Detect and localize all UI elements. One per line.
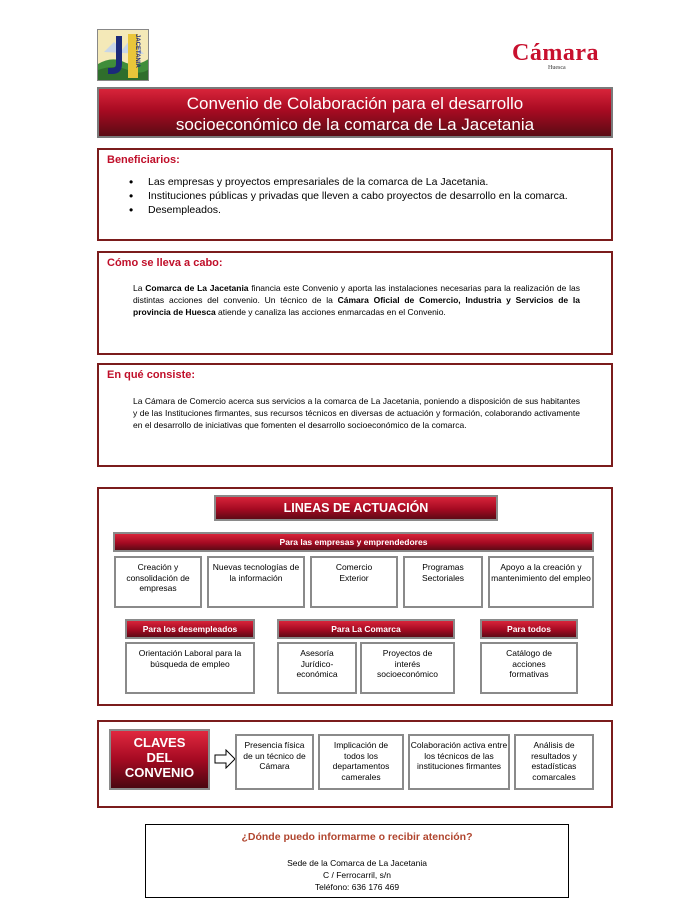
como-paragraph xyxy=(133,282,580,318)
claves-item: Implicación de todos los departamentos camerales xyxy=(318,734,404,790)
como-bold-2: Cámara Oficial de Comercio, Industria y Servicios de la provincia de Huesca xyxy=(133,295,580,317)
como-text-3: atiende y canaliza las acciones enmarcadas en el Convenio. xyxy=(215,307,446,317)
empresas-item: Apoyo a la creación y mantenimiento del empleo xyxy=(488,556,594,608)
claves-heading xyxy=(109,729,210,790)
todos-header: Para todos xyxy=(480,619,578,639)
empresas-item: Programas Sectoriales xyxy=(403,556,483,608)
comarca-item: Asesoría Jurídico-económica xyxy=(277,642,357,694)
jacetania-logo-text: JACETANIA xyxy=(134,34,140,68)
todos-item: Catálogo de acciones formativas xyxy=(480,642,578,694)
empresas-item: Nuevas tecnologías de la información xyxy=(207,556,305,608)
page-title xyxy=(97,87,613,138)
consiste-section xyxy=(97,363,613,467)
claves-heading-line: DEL xyxy=(146,750,173,765)
jacetania-logo xyxy=(97,29,149,81)
claves-heading-line: CONVENIO xyxy=(124,765,195,780)
como-section xyxy=(97,251,613,355)
consiste-heading: En qué consiste: xyxy=(107,369,196,381)
title-line-2: socioeconómico de la comarca de La Jacetania xyxy=(175,115,535,134)
comarca-item: Proyectos de interés socioeconómico xyxy=(360,642,455,694)
contact-line-2: C / Ferrocarril, s/n xyxy=(322,870,391,880)
empresas-item: Comercio Exterior xyxy=(310,556,398,608)
beneficiarios-heading: Beneficiarios: xyxy=(107,154,180,166)
camara-logo xyxy=(512,40,612,74)
list-item: • Instituciones públicas y privadas que lleven a cabo proyectos de desarrollo en la comarca. xyxy=(129,190,579,203)
lineas-heading: LINEAS DE ACTUACIÓN xyxy=(214,495,498,521)
contact-line-1: Sede de la Comarca de La Jacetania xyxy=(287,858,427,868)
como-heading: Cómo se lleva a cabo: xyxy=(107,257,223,269)
arrow-right-icon xyxy=(214,749,236,769)
desempleados-header: Para los desempleados xyxy=(125,619,255,639)
empresas-header: Para las empresas y emprendedores xyxy=(113,532,594,552)
como-text-1: La xyxy=(133,283,146,293)
camara-logo-subtext: Huesca xyxy=(548,65,566,71)
beneficiarios-list xyxy=(129,176,579,218)
desempleados-item: Orientación Laboral para la búsqueda de empleo xyxy=(125,642,255,694)
title-line-1: Convenio de Colaboración para el desarrollo xyxy=(186,94,524,113)
como-bold-1: Comarca de La Jacetania xyxy=(145,283,249,293)
beneficiarios-section xyxy=(97,148,613,241)
contact-box xyxy=(145,824,569,898)
contact-question: ¿Dónde puedo informarme o recibir atención? xyxy=(241,831,473,843)
claves-item: Colaboración activa entre los técnicos de las instituciones firmantes xyxy=(408,734,510,790)
comarca-header: Para La Comarca xyxy=(277,619,455,639)
claves-item: Presencia física de un técnico de Cámara xyxy=(235,734,314,790)
claves-heading-line: CLAVES xyxy=(133,735,186,750)
contact-phone: Teléfono: 636 176 469 xyxy=(314,882,400,892)
jacetania-logo-graphic xyxy=(98,30,149,81)
list-item: • Desempleados. xyxy=(129,204,579,217)
list-item: • Las empresas y proyectos empresariales de la comarca de La Jacetania. xyxy=(129,176,579,189)
camara-logo-text: Cámara xyxy=(512,40,599,66)
empresas-item: Creación y consolidación de empresas xyxy=(114,556,202,608)
como-text-2: financia este Convenio y aporta las instalaciones necesarias para la realización de las distintas acciones del convenio. Un técnico de la xyxy=(133,283,580,305)
claves-item: Análisis de resultados y estadísticas comarcales xyxy=(514,734,594,790)
consiste-paragraph: La Cámara de Comercio acerca sus servicios a la comarca de La Jacetania, poniendo a disposición de sus habitantes y de las Instituciones firmantes, sus recursos técnicos en diversas de actuación y formación, colaborando activamente en el desarrollo de iniciativas que fomenten el desarrollo socioeconómico de la comarca. xyxy=(133,396,580,430)
